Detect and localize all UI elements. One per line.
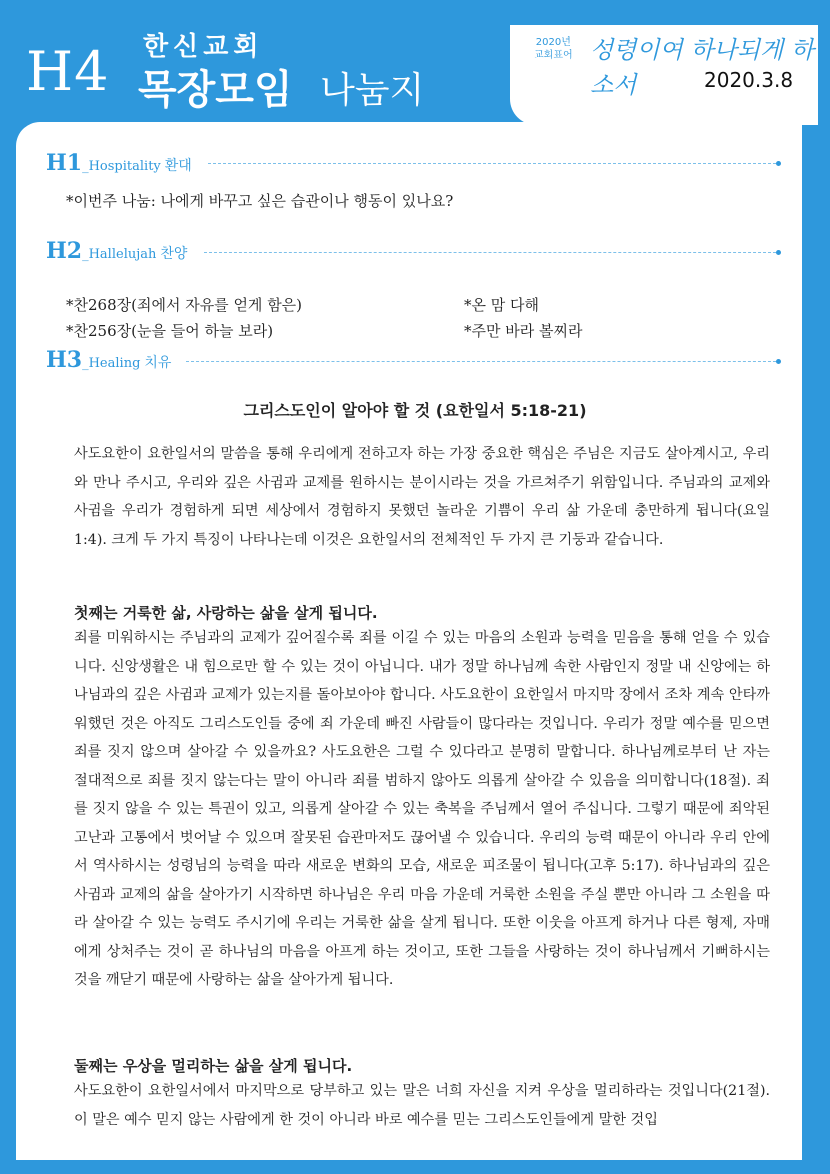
section-h3-heading [46,347,171,373]
section-divider [186,361,776,362]
intro-paragraph: 사도요한이 요한일서의 말씀을 통해 우리에게 전하고자 하는 가장 중요한 핵심은 주님은 지금도 살아계시고, 우리와 만나 주시고, 우리와 깊은 사귐과 교제를 원하시는 분이시라는 것을 가르쳐주기 위함입니다. 주님과의 교제와 사귐을 우리가 경험하게 되면 세상에서 경험하지 못했던 놀라운 기쁨이 우리 삶 가운데 충만하게 됩니다(요일 1:4). 크게 두 가지 특징이 나타나는데 이것은 요한일서의 전체적인 두 가지 큰 기둥과 같습니다. [74,446,770,548]
sermon-title: 그리스도인이 알아야 할 것 (요한일서 5:18-21) [243,401,587,420]
page-title: 목장모임 [138,67,293,113]
motto-caption: 교회표어 [534,50,573,61]
section-english: _Healing [82,356,141,371]
section-korean: 환대 [164,158,192,174]
song-item: *찬256장(눈을 들어 하늘 보라) [66,322,274,340]
song-item: *찬268장(죄에서 자유를 얻게 함은) [66,296,303,314]
section-korean: 치유 [144,355,172,371]
church-name: 한신교회 [143,32,264,62]
section-h1-heading [46,150,192,176]
church-motto: 성령이여 하나되게 하소서 [590,36,814,99]
date: 2020.3.8 [704,68,794,92]
point2-paragraph: 사도요한이 요한일서에서 마지막으로 당부하고 있는 말은 너희 자신을 지켜 우상을 멀리하라는 것입니다(21절). 이 말은 예수 믿지 않는 사람에게 한 것이 아니라 바로 예수를 믿는 그리스도인들에게 말한 것입 [74,1083,770,1128]
h1-question: *이번주 나눔: 나에게 바꾸고 싶은 습관이나 행동이 있나요? [66,192,454,210]
point1-paragraph: 죄를 미워하시는 주님과의 교제가 깊어질수록 죄를 이길 수 있는 마음의 소원과 능력을 믿음을 통해 얻을 수 있습니다. 신앙생활은 내 힘으로만 할 수 있는 것이 아닙니다. 내가 정말 하나님께 속한 사람인지 정말 내 신앙에는 하나님과의 깊은 사귐과 교제가 있는지를 돌아보아야 합니다. 사도요한이 요한일서 마지막 장에서 조차 계속 안타까워했던 것은 아직도 그리스도인들 중에 죄 가운데 빠진 사람들이 많다라는 것입니다. 우리가 정말 예수를 믿으면 죄를 짓지 않으며 살아갈 수 있을까요? 사도요한은 그럴 수 있다라고 분명히 말합니다. 하나님께로부터 난 자는 절대적으로 죄를 짓지 않는다는 말이 아니라 죄를 범하지 않아도 의롭게 살아갈 수 있음을 의미합니다(18절). 죄를 짓지 않을 수 있는 특권이 있고, 의롭게 살아갈 수 있는 축복을 주님께서 열어 주십니다. 그렇기 때문에 죄악된 고난과 고통에서 벗어날 수 있으며 잘못된 습관마저도 끊어낼 수 있습니다. 우리의 능력 때문이 아니라 우리 안에서 역사하시는 성령님의 능력을 따라 새로운 변화의 모습, 새로운 피조물이 됩니다(고후 5:17). 하나님과의 깊은 사귐과 교제의 삶을 살아가기 시작하면 하나님은 우리 마음 가운데 거룩한 소원을 주실 뿐만 아니라 그 소원을 따라 살아갈 수 있는 능력도 주시기에 우리는 거룩한 삶을 살게 됩니다. 또한 이웃을 아프게 하거나 다른 형제, 자매에게 상처주는 것이 곧 하나님의 마음을 아프게 하는 것이고, 또한 그들을 사랑하는 것이 하나님께서 기뻐하시는 것을 깨닫기 때문에 사랑하는 삶을 살아가게 됩니다. [74,630,771,988]
page-subtitle: 나눔지 [320,70,425,111]
section-korean: 찬양 [160,246,188,262]
badge-h4: H4 [26,40,110,103]
section-divider-dot [776,161,781,166]
song-item: *주만 바라 볼찌라 [464,322,583,340]
motto-year: 2020년 [535,37,571,48]
section-divider [208,163,776,164]
section-h2-heading [46,238,187,264]
section-divider [204,252,776,253]
section-code: H2 [46,238,83,264]
section-english: _Hallelujah [82,247,157,262]
section-divider-dot [776,250,781,255]
motto-label [534,36,573,62]
section-english: _Hospitality [82,159,161,174]
point1-heading: 첫째는 거룩한 삶, 사랑하는 삶을 살게 됩니다. [74,604,378,622]
point2-heading: 둘째는 우상을 멀리하는 삶을 살게 됩니다. [74,1057,353,1075]
section-divider-dot [776,359,781,364]
section-code: H1 [46,150,83,176]
song-item: *온 맘 다해 [464,296,539,314]
section-code: H3 [46,347,83,373]
